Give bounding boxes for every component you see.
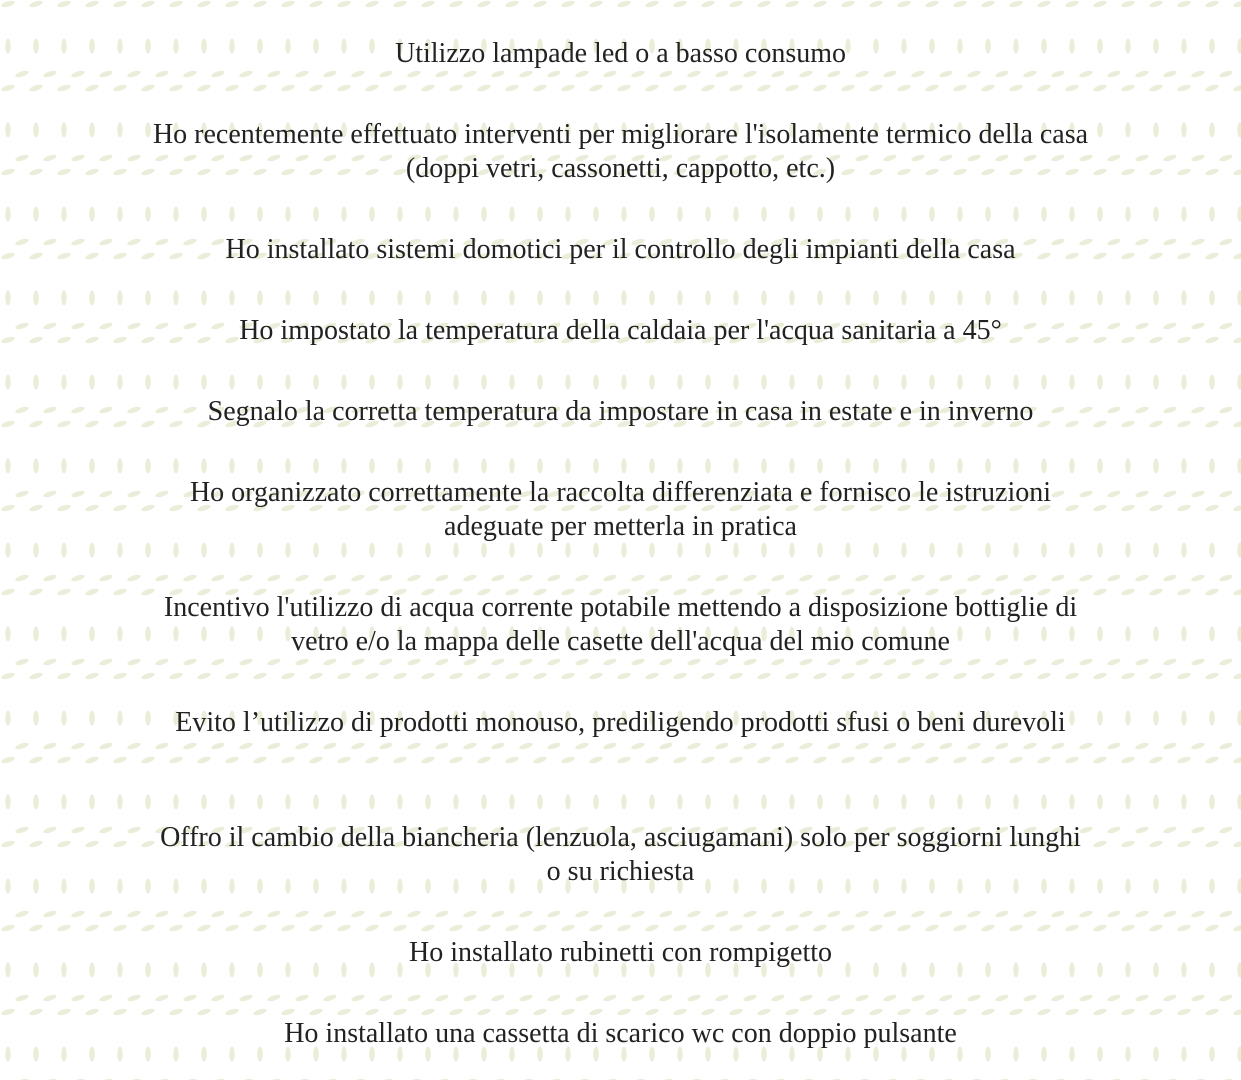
practice-item-cassetta-wc: Ho installato una cassetta di scarico wc con doppio pulsante <box>284 1018 957 1049</box>
practice-item-domotica: Ho installato sistemi domotici per il controllo degli impianti della casa <box>225 234 1016 265</box>
practice-item-caldaia: Ho impostato la temperatura della caldaia per l'acqua sanitaria a 45° <box>239 315 1002 346</box>
practice-item-biancheria: Offro il cambio della biancheria (lenzuola, asciugamani) solo per soggiorni lunghi o su richiesta <box>160 822 1081 887</box>
practice-item-differenziata: Ho organizzato correttamente la raccolta differenziata e fornisco le istruzioni adeguate per metterla in pratica <box>189 477 1052 542</box>
practice-item-rompigetto: Ho installato rubinetti con rompigetto <box>408 937 833 968</box>
practice-item-temperatura: Segnalo la corretta temperatura da impostare in casa in estate e in inverno <box>207 396 1034 427</box>
practice-item-acqua: Incentivo l'utilizzo di acqua corrente potabile mettendo a disposizione bottiglie di vetro e/o la mappa delle casette dell'acqua del mio comune <box>163 592 1078 657</box>
practice-item-isolamento: Ho recentemente effettuato interventi per migliorare l'isolamente termico della casa (doppi vetri, cassonetti, cappotto, etc.) <box>152 119 1089 184</box>
practice-item-led: Utilizzo lampade led o a basso consumo <box>395 38 846 69</box>
practice-item-monouso: Evito l’utilizzo di prodotti monouso, prediligendo prodotti sfusi o beni durevoli <box>175 707 1066 738</box>
